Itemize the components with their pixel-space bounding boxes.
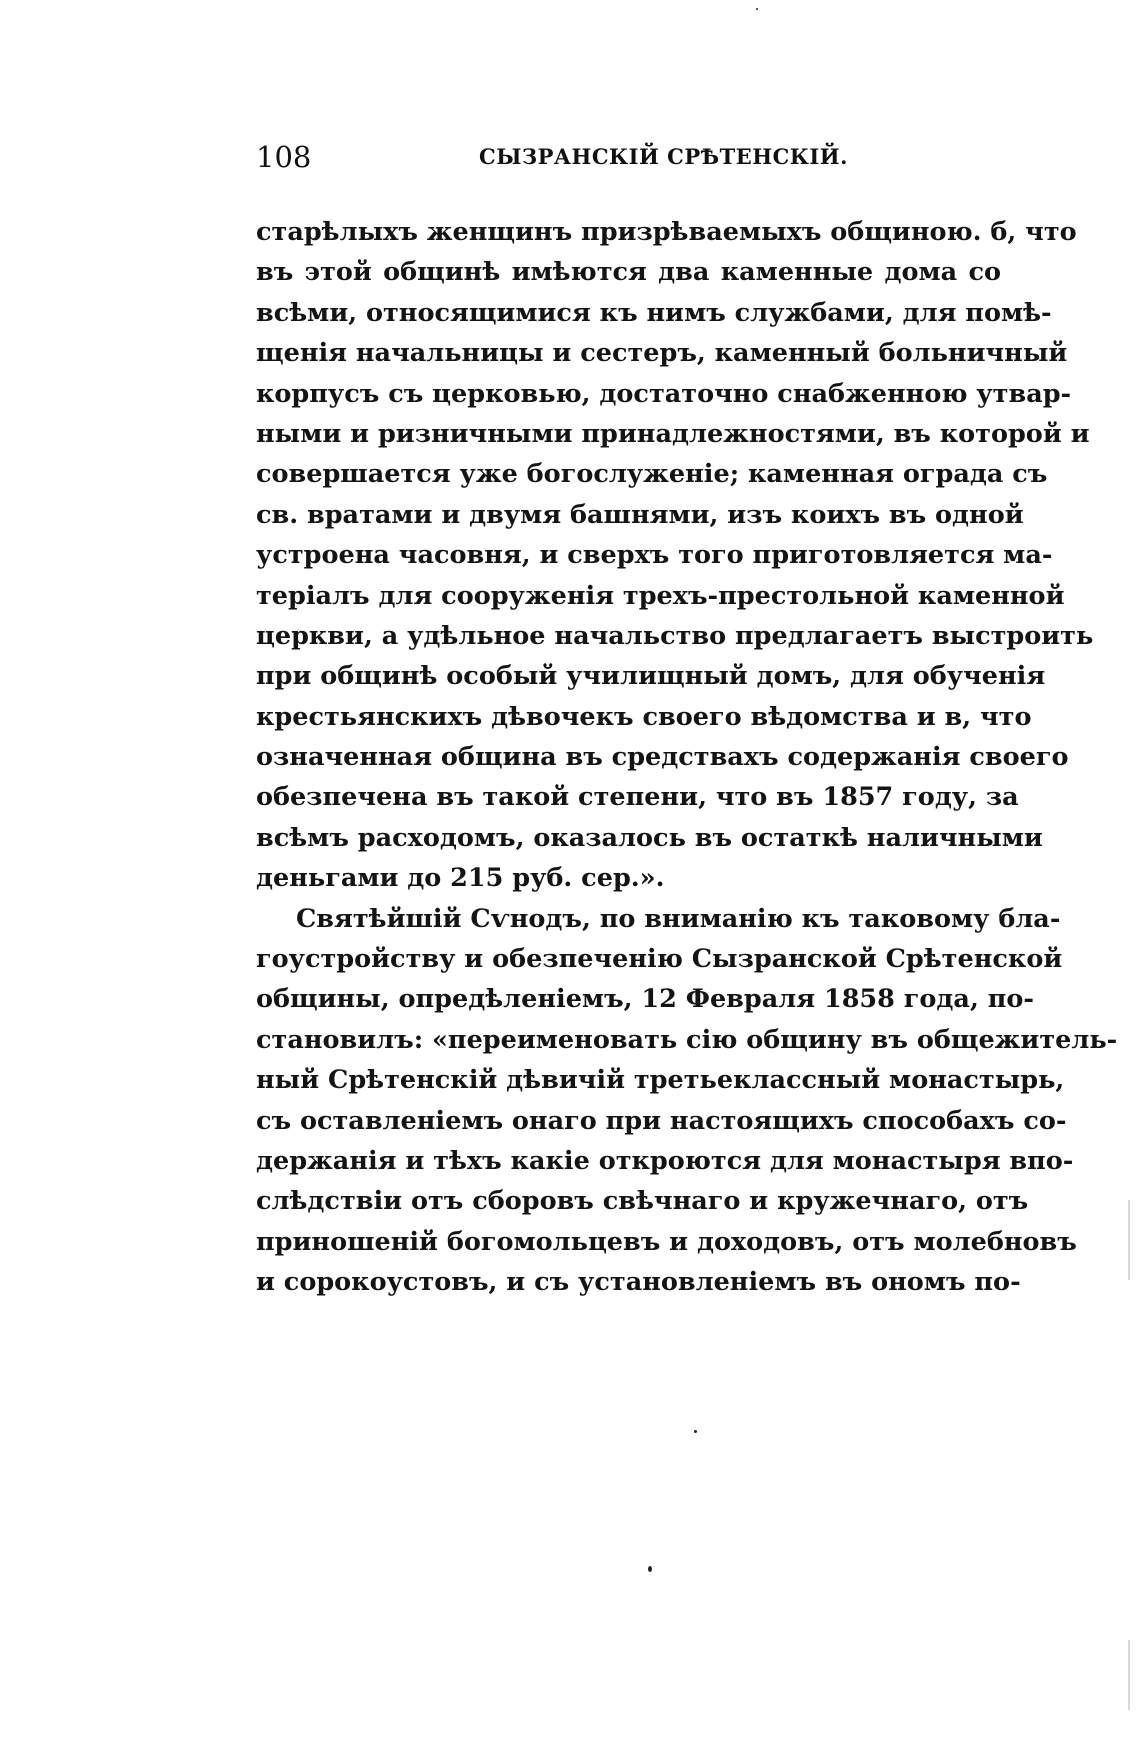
text-line: съ оставленіемъ онаго при настоящихъ способахъ со- (256, 1105, 1067, 1136)
text-line: щенія начальницы и сестеръ, каменный больничный (256, 338, 1068, 369)
text-line: ными и ризничными принадлежностями, въ которой и (256, 418, 1090, 449)
text-line: держанія и тѣхъ какіе откроются для монастыря впо- (256, 1145, 1074, 1176)
running-title: СЫЗРАНСКІЙ СРѢТЕНСКІЙ. (479, 144, 848, 169)
text-line: становилъ: «переименовать сію общину въ общежитель- (256, 1024, 1118, 1055)
ink-speck (756, 8, 758, 10)
body-text (256, 212, 1118, 1303)
text-line: устроена часовня, и сверхъ того приготовляется ма- (256, 540, 1053, 571)
paragraph-first-line: Святѣйшій Сѵнодъ, по вниманію къ таковому бла- (296, 903, 1061, 934)
text-line: гоустройству и обезпеченію Сызранской Срѣтенской (256, 944, 1063, 975)
page-edge-shadow (1128, 1640, 1130, 1710)
text-line: при общинѣ особый училищный домъ, для обученія (256, 661, 1046, 692)
text-line: и сорокоустовъ, и съ установленіемъ въ ономъ по- (256, 1267, 1021, 1298)
text-line: св. вратами и двумя башнями, изъ коихъ въ одной (256, 499, 1024, 530)
text-line: обезпечена въ такой степени, что въ 1857 году, за (256, 782, 1019, 813)
text-line: означенная община въ средствахъ содержанія своего (256, 742, 1069, 773)
text-line: старѣлыхъ женщинъ призрѣваемыхъ общиною. б, что (256, 217, 1077, 247)
text-line: всѣмъ расходомъ, оказалось въ остаткѣ наличными (256, 822, 1043, 853)
ink-speck (694, 1430, 697, 1433)
text-line: слѣдствіи отъ сборовъ свѣчнаго и кружечнаго, отъ (256, 1186, 1029, 1217)
text-line: въ этой общинѣ имѣются два каменные дома со (256, 257, 1001, 288)
text-line: ный Срѣтенскій дѣвичій третьеклассный монастырь, (256, 1065, 1065, 1096)
paragraph-last-line: деньгами до 215 руб. сер.». (256, 863, 665, 894)
page-number: 108 (256, 140, 312, 174)
text-line: общины, опредѣленіемъ, 12 Февраля 1858 года, по- (256, 984, 1034, 1015)
text-line: совершается уже богослуженіе; каменная ограда съ (256, 459, 1048, 490)
text-line: теріалъ для сооруженія трехъ-престольной каменной (256, 580, 1065, 611)
page-edge-shadow (1128, 1200, 1130, 1280)
page-header (256, 140, 1001, 184)
text-line: корпусъ съ церковью, достаточно снабженною утвар- (256, 378, 1072, 409)
text-line: церкви, а удѣльное начальство предлагаетъ выстроить (256, 620, 1094, 651)
text-line: приношеній богомольцевъ и доходовъ, отъ молебновъ (256, 1226, 1077, 1257)
text-line: крестьянскихъ дѣвочекъ своего вѣдомства и в, что (256, 701, 1032, 732)
ink-speck (648, 1566, 652, 1572)
text-line: всѣми, относящимися къ нимъ службами, для помѣ- (256, 297, 1052, 328)
